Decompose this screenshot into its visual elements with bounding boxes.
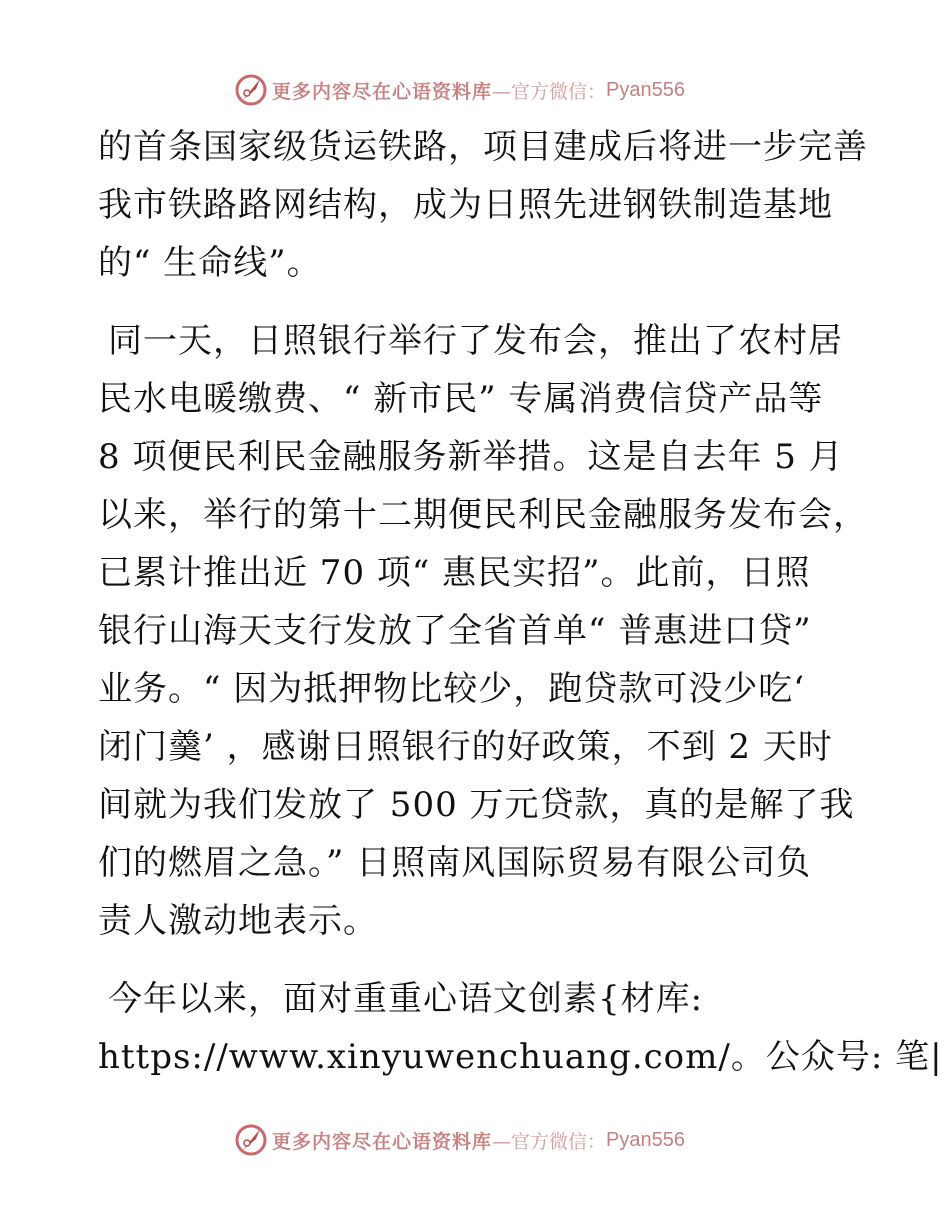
watermark-text: 更多内容尽在心语资料库: [272, 1130, 493, 1153]
quill-circle-logo: [234, 73, 268, 107]
text-line: 今年以来，面对重重心语文创素{材库:: [108, 979, 704, 1019]
text-line: 业务。“ 因为抵押物比较少，跑贷款可没少吃‘: [98, 669, 805, 709]
watermark-wechat-id: Pyan556: [606, 78, 685, 101]
paragraph-2: [98, 312, 868, 950]
document-body: [98, 118, 943, 1106]
watermark-wechat-id: Pyan556: [606, 1128, 685, 1151]
watermark-footer: [234, 1122, 685, 1158]
text-line: 责人激动地表示。: [98, 901, 378, 941]
text-line: 以来，举行的第十二期便民利民金融服务发布会，: [98, 495, 868, 535]
paragraph-3: [98, 970, 943, 1086]
text-line: 们的燃眉之急。” 日照南风国际贸易有限公司负: [98, 843, 812, 883]
text-line: 同一天，日照银行举行了发布会，推出了农村居: [108, 321, 843, 361]
text-line: 的首条国家级货运铁路，项目建成后将进一步完善: [98, 127, 868, 167]
text-line: 闭门羹’ ，感谢日照银行的好政策，不到 2 天时: [98, 727, 833, 767]
watermark-official-label: —官方微信：: [492, 1130, 607, 1153]
text-line: 民水电暖缴费、“ 新市民” 专属消费信贷产品等: [98, 379, 824, 419]
watermark-header: [234, 72, 685, 108]
text-line: 8 项便民利民金融服务新举措。这是自去年 5 月: [98, 437, 844, 477]
watermark-text: 更多内容尽在心语资料库: [272, 80, 493, 103]
text-line: 银行山海天支行发放了全省首单“ 普惠进口贷”: [98, 611, 812, 651]
paragraph-1: [98, 118, 868, 292]
text-line: 已累计推出近 70 项“ 惠民实招”。此前，日照: [98, 553, 811, 593]
text-line: 我市铁路路网结构，成为日照先进钢铁制造基地: [98, 185, 833, 225]
quill-circle-logo: [234, 1123, 268, 1157]
text-line: 间就为我们发放了 500 万元贷款，真的是解了我: [98, 785, 855, 825]
text-line: 的“ 生命线”。: [98, 243, 322, 283]
watermark-official-label: —官方微信：: [492, 80, 607, 103]
text-line: https://www.xinyuwenchuang.com/。公众号: 笔|: [98, 1037, 943, 1077]
